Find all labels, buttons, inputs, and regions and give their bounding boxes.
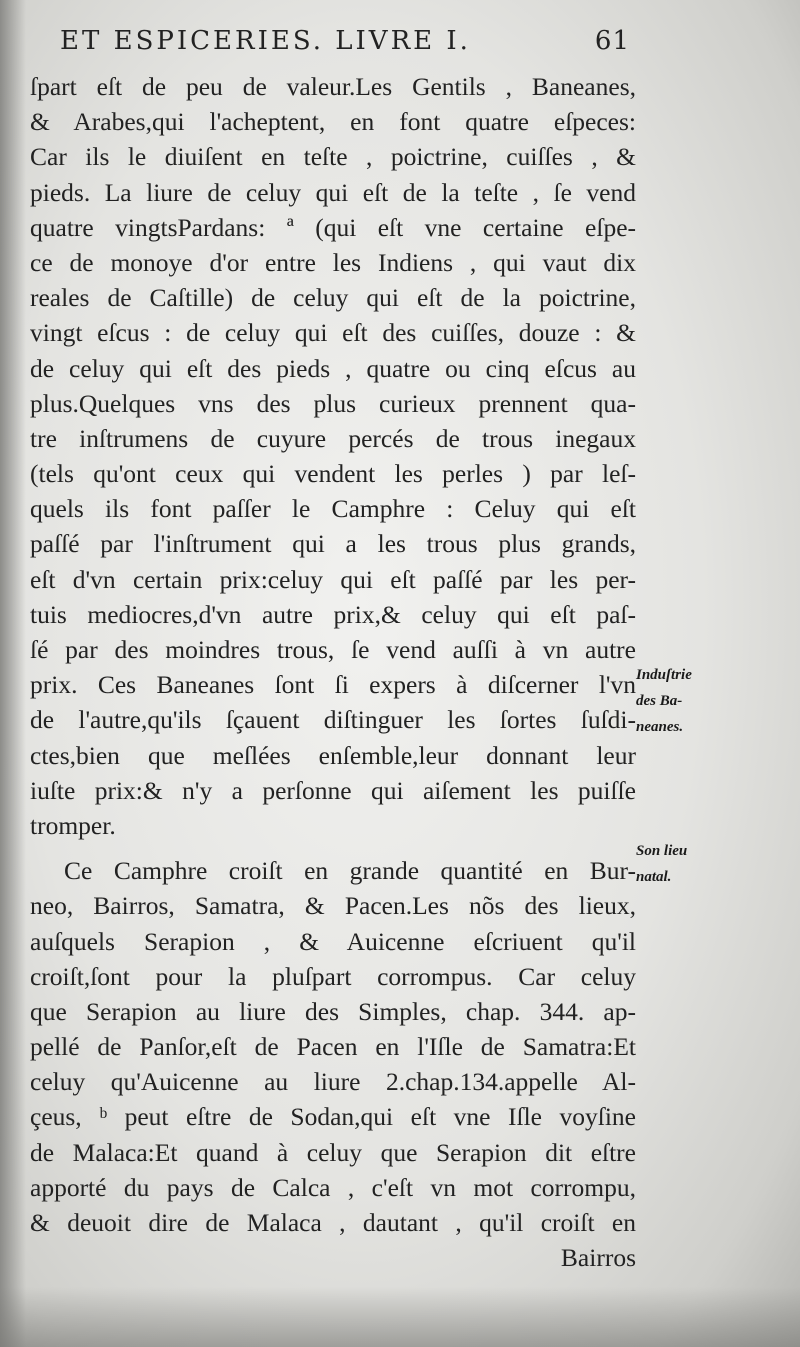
text-line: vingt eſcus : de celuy qui eſt des cuiſſes, douze : & [30, 318, 636, 348]
text-line: de l'autre,qu'ils ſçauent diſtinguer les ſortes ſuſdi- [30, 705, 636, 735]
text-line: paſſé par l'inſtrument qui a les trous plus grands, [30, 529, 636, 559]
text-line: pieds. La liure de celuy qui eſt de la teſte , ſe vend [30, 177, 636, 207]
text-line: celuy qu'Auicenne au liure 2.chap.134.appelle Al- [30, 1067, 636, 1097]
text-line: tre inſtrumens de cuyure percés de trous inegaux [30, 423, 636, 453]
text-line: reales de Caſtille) de celuy qui eſt de la poictrine, [30, 283, 636, 313]
text-line: plus.Quelques vns des plus curieux prennent qua- [30, 388, 636, 418]
text-line: ſpart eſt de peu de valeur.Les Gentils , Baneanes, [30, 72, 636, 101]
text-line: pellé de Panſor,eſt de Pacen en l'Iſle de Samatra:Et [30, 1032, 636, 1062]
page-header [60, 26, 630, 60]
margin-note-line: Induſtrie [636, 667, 692, 683]
gutter-shadow [0, 0, 26, 1347]
text-line: quatre vingtsPardans: ª (qui eſt vne certaine eſpe- [30, 212, 636, 242]
text-line: apporté du pays de Calca , c'eſt vn mot corrompu, [30, 1172, 636, 1202]
text-line: neo, Bairros, Samatra, & Pacen.Les nõs des lieux, [30, 891, 636, 921]
text-line: auſquels Serapion , & Auicenne eſcriuent qu'il [30, 926, 636, 956]
paragraph-1 [30, 69, 636, 843]
text-line: & deuoit dire de Malaca , dautant , qu'il croiſt en [30, 1208, 636, 1237]
text-line: Ce Camphre croiſt en grande quantité en Bur- [64, 856, 636, 886]
bottom-shadow [0, 1287, 800, 1347]
text-line: quels ils font paſſer le Camphre : Celuy qui eſt [30, 494, 636, 524]
text-line: tuis mediocres,d'vn autre prix,& celuy qui eſt paſ- [30, 599, 636, 629]
running-title: ET ESPICERIES. LIVRE I. [60, 26, 471, 56]
margin-note-industrie [636, 662, 716, 740]
catchword: Bairros [560, 1243, 636, 1273]
page-number: 61 [594, 26, 630, 56]
paragraph-2 [30, 853, 636, 1240]
text-line: tromper. [30, 810, 116, 840]
margin-note-line: natal. [636, 869, 672, 885]
text-line: que Serapion au liure des Simples, chap. 344. ap- [30, 996, 636, 1026]
text-line: prix. Ces Baneanes ſont ſi expers à diſcerner l'vn [30, 670, 636, 700]
text-line: ctes,bien que meſlées enſemble,leur donnant leur [30, 740, 636, 770]
margin-note-lieu-natal [636, 838, 716, 890]
text-line: de celuy qui eſt des pieds , quatre ou cinq eſcus au [30, 353, 636, 383]
margin-note-line: Son lieu [636, 843, 688, 859]
text-line: çeus, ᵇ peut eſtre de Sodan,qui eſt vne Iſle voyſine [30, 1102, 636, 1132]
text-line: eſt d'vn certain prix:celuy qui eſt paſſé par les per- [30, 564, 636, 594]
text-line: & Arabes,qui l'acheptent, en font quatre eſpeces: [30, 107, 636, 137]
text-line: Car ils le diuiſent en teſte , poictrine, cuiſſes , & [30, 142, 636, 172]
margin-note-line: neanes. [636, 719, 684, 735]
text-line: (tels qu'ont ceux qui vendent les perles ) par leſ- [30, 459, 636, 489]
body-text [30, 69, 636, 1275]
text-line: ce de monoye d'or entre les Indiens , qui vaut dix [30, 247, 636, 277]
margin-note-line: des Ba- [636, 693, 683, 709]
text-line: ſé par des moindres trous, ſe vend auſſi à vn autre [30, 635, 636, 664]
paragraph-gap [30, 843, 636, 853]
text-line: iuſte prix:& n'y a perſonne qui aiſement les puiſſe [30, 775, 636, 805]
text-line: croiſt,ſont pour la pluſpart corrompus. Car celuy [30, 961, 636, 991]
text-line: de Malaca:Et quand à celuy que Serapion dit eſtre [30, 1137, 636, 1167]
